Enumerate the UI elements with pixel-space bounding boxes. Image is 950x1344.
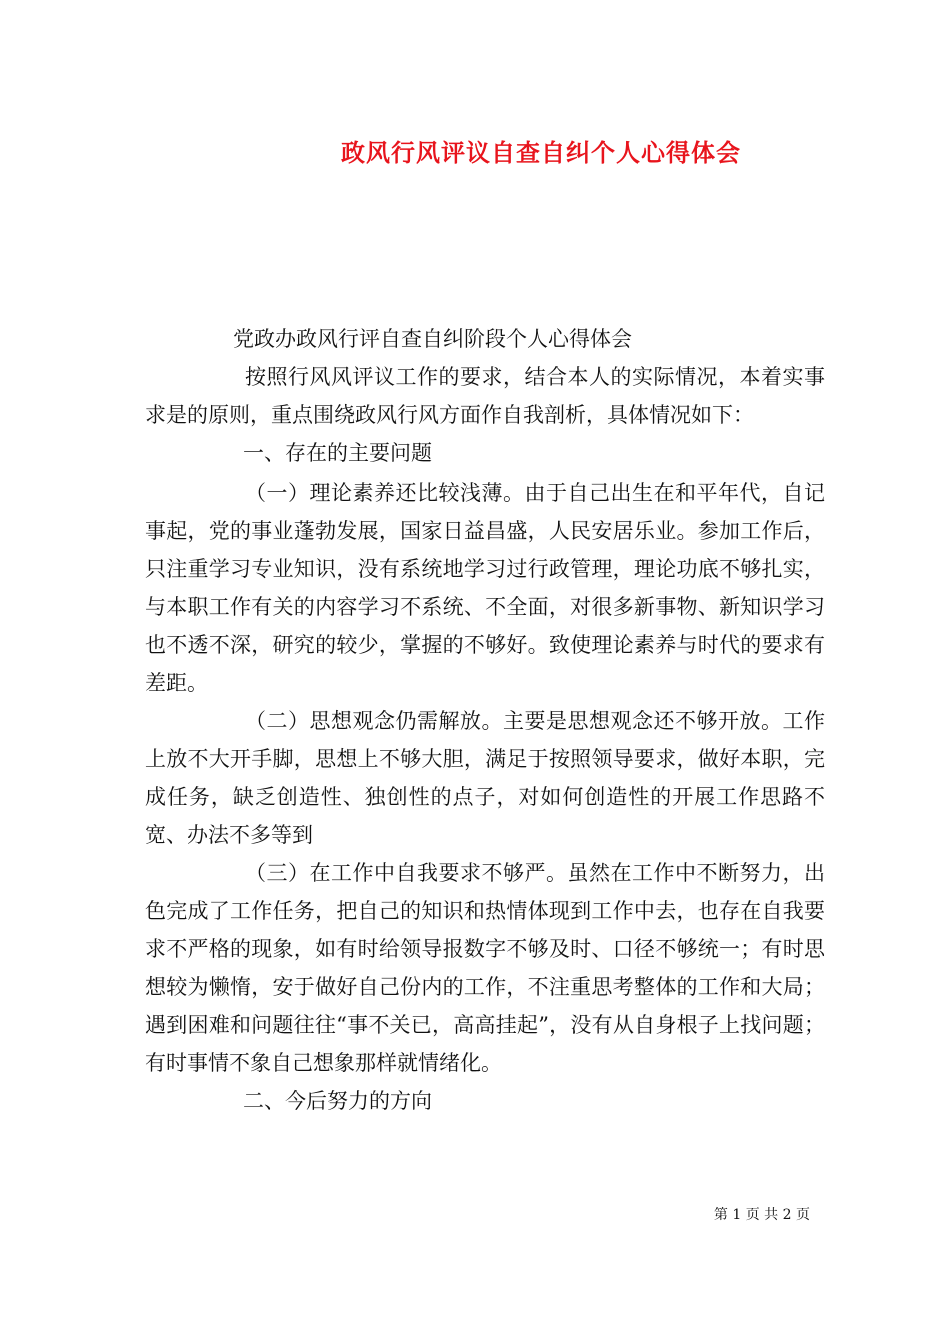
page-number-footer: 第 1 页 共 2 页 [713,1207,810,1223]
problem-item-mindset: （二）思想观念仍需解放。主要是思想观念还不够开放。工作上放不大开手脚，思想上不够大胆，满足于按照领导要求，做好本职，完成任务，缺乏创造性、独创性的点子，对如何创造性的开展工作思路不宽、办法不多等到 [145,709,825,847]
document-body [145,320,825,1120]
problem-item-self-discipline: （三）在工作中自我要求不够严。虽然在工作中不断努力，出色完成了工作任务，把自己的知识和热情体现到工作中去，也存在自我要求不严格的现象，如有时给领导报数字不够及时、口径不够统一；有时思想较为懒惰，安于做好自己份内的工作，不注重思考整体的工作和大局；遇到困难和问题往往“事不关已，高高挂起”，没有从自身根子上找问题；有时事情不象自己想象那样就情绪化。 [145,861,825,1075]
page-title: 政风行风评议自查自纠个人心得体会 [341,138,741,167]
problem-item-theory: （一）理论素养还比较浅薄。由于自己出生在和平年代，自记事起，党的事业蓬勃发展，国家日益昌盛，人民安居乐业。参加工作后，只注重学习专业知识，没有系统地学习过行政管理，理论功底不够扎实，与本职工作有关的内容学习不系统、不全面，对很多新事物、新知识学习也不透不深，研究的较少，掌握的不够好。致使理论素养与时代的要求有差距。 [145,481,825,695]
intro-paragraph: 按照行风风评议工作的要求，结合本人的实际情况，本着实事求是的原则，重点围绕政风行风方面作自我剖析，具体情况如下： [145,365,825,427]
section-heading-direction: 二、今后努力的方向 [243,1089,432,1113]
document-subtitle: 党政办政风行评自查自纠阶段个人心得体会 [233,327,632,351]
section-heading-problems: 一、存在的主要问题 [243,441,432,465]
